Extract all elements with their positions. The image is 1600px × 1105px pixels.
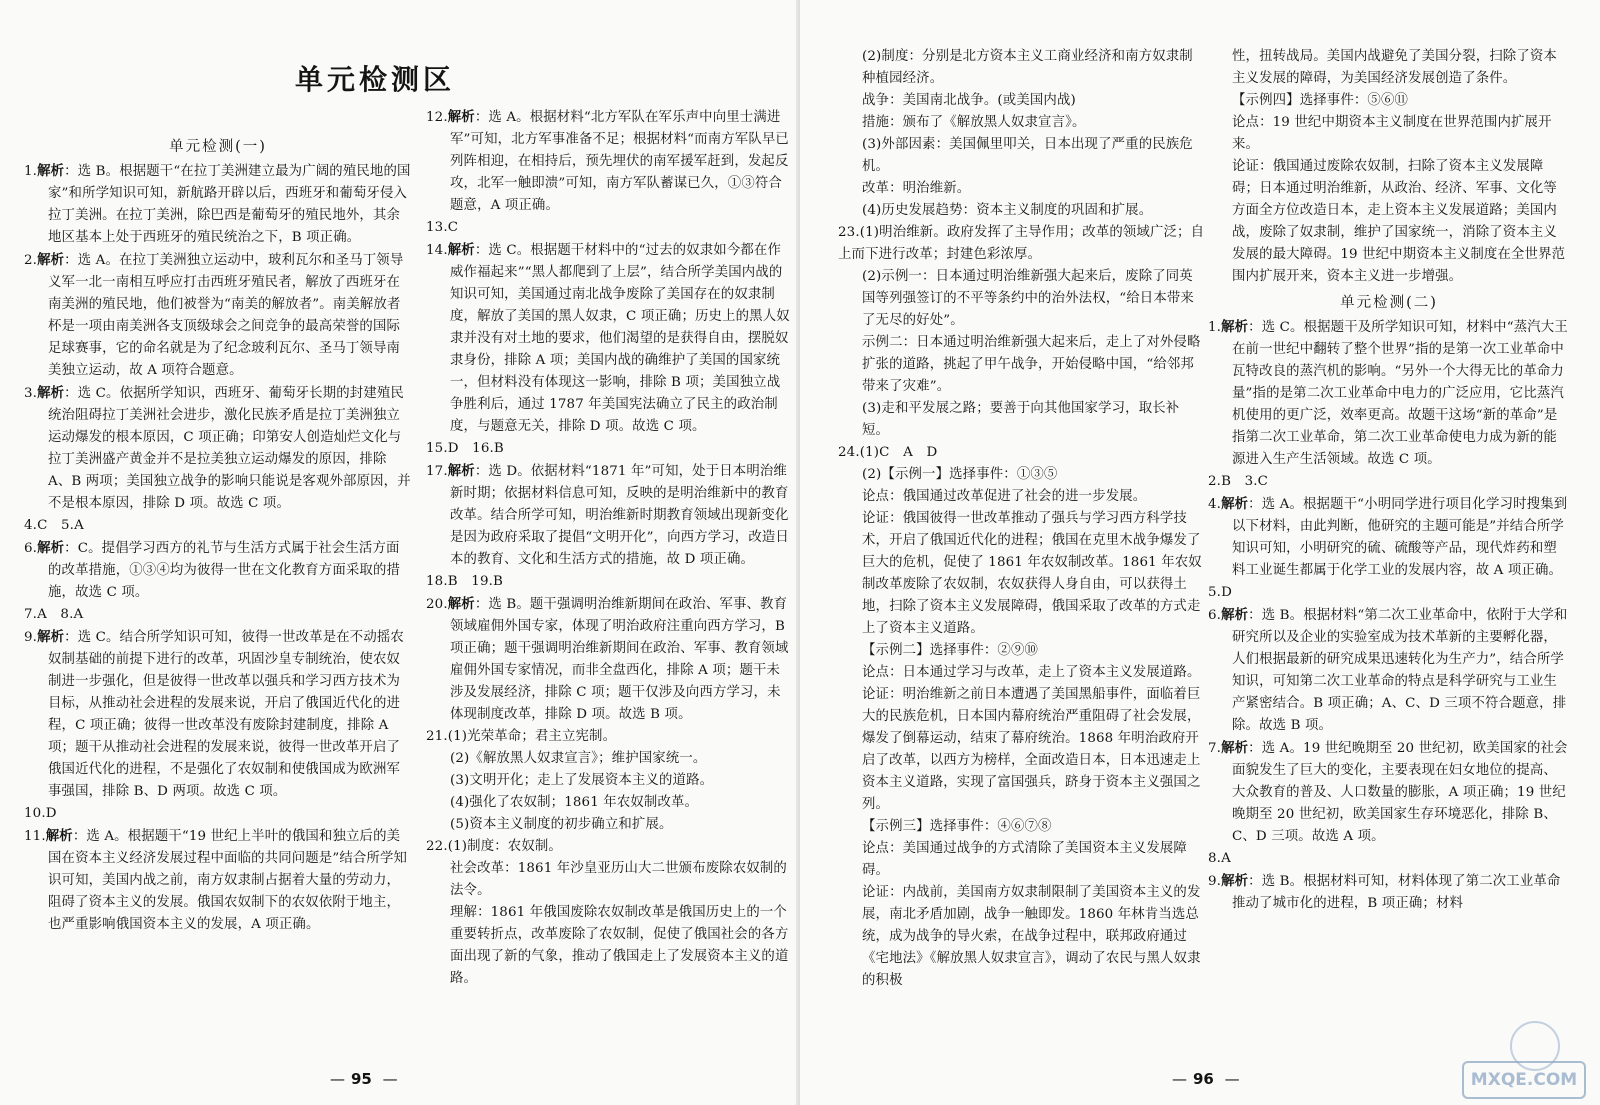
analysis-label: 解析 — [37, 385, 65, 401]
answer-subline: 论点：19 世纪中期资本主义制度在世界范围内扩展开来。 — [1232, 115, 1552, 152]
question-number: 1. — [24, 164, 38, 179]
page-title: 单元检测区 — [294, 63, 455, 96]
analysis-label: 解析 — [1221, 740, 1249, 756]
answer-subline: (3)文明开化；走上了发展资本主义的道路。 — [450, 773, 714, 788]
answer-subline: 理解：1861 年俄国废除农奴制改革是俄国历史上的一个重要转折点，改革废除了农奴制，促使了俄国社会的各方面出现了新的气象，推动了俄国走上了发展资本主义的道路。 — [450, 905, 789, 986]
answer-item — [24, 160, 412, 249]
answer-item — [24, 825, 412, 936]
section-heading-unit-1: 单元检测(一) — [169, 139, 267, 155]
answer-subline: 措施：颁布了《解放黑人奴隶宣言》。 — [862, 115, 1086, 130]
answer-item — [24, 537, 412, 604]
analysis-label: 解析 — [37, 163, 65, 179]
analysis-label: 解析 — [1221, 496, 1249, 512]
question-number: 12. — [426, 110, 448, 125]
answer-line: 4.C 5.A — [24, 518, 84, 533]
answer-line: 13.C — [426, 220, 459, 235]
page-number-left: —95 — — [330, 1070, 404, 1088]
answer-subline: 社会改革：1861 年沙皇亚历山大二世颁布废除农奴制的法令。 — [450, 861, 787, 898]
answer-text: ：选 B。根据题干“在拉丁美洲建立最为广阔的殖民地的国家”和所学知识可知，新航路开辟以后，西班牙和葡萄牙侵入拉丁美洲。在拉丁美洲，除巴西是葡萄牙的殖民地外，其余地区基本上处于西班牙的殖民统治之下，B 项正确。 — [48, 164, 411, 245]
answer-text: ：选 C。结合所学知识可知，彼得一世改革是在不动摇农奴制基础的前提下进行的改革，巩固沙皇专制统治，使农奴制进一步强化，但是彼得一世改革以强兵和学习西方技术为目标，从推动社会进程的发展来说，开启了俄国近代化的进程，C 项正确；彼得一世改革没有废除封建制度，排除 A 项；题干从推动社会进程的发展来说，彼得一世改革开启了俄国近代化的进程，不是强化了农奴制和使俄国成为欧洲军事强国，排除 B、D 两项。故选 C 项。 — [48, 630, 404, 799]
answer-text: ：选 A。根据题干“19 世纪上半叶的俄国和独立后的美国在资本主义经济发展过程中面临的共同问题是”结合所学知识可知，美国内战之前，南方奴隶制占据着大量的劳动力，阻碍了资本主义的发展。俄国农奴制下的农奴依附于地主，也严重影响俄国资本主义的发展，A 项正确。 — [48, 829, 408, 932]
question-number: 20. — [426, 597, 448, 612]
answer-item — [426, 106, 790, 217]
answer-subline: (5)资本主义制度的初步确立和扩展。 — [450, 817, 673, 832]
left-column-2 — [426, 106, 790, 990]
answer-subline: (2)【示例一】选择事件：①③⑤ — [862, 467, 1058, 482]
answer-line: 24.(1)C A D — [838, 445, 938, 460]
answer-subline: 【示例三】选择事件：④⑥⑦⑧ — [862, 819, 1052, 834]
question-number: 6. — [24, 541, 38, 556]
question-number: 11. — [24, 829, 46, 844]
answer-item — [1208, 493, 1570, 582]
analysis-label: 解析 — [37, 629, 65, 645]
answer-item — [1208, 604, 1570, 737]
answer-text: ：C。提倡学习西方的礼节与生活方式属于社会生活方面的改革措施，①③④均为彼得一世在文化教育方面采取的措施，故选 C 项。 — [48, 541, 401, 600]
answer-subline: 示例二：日本通过明治维新强大起来后，走上了对外侵略扩张的道路，挑起了甲午战争，开始侵略中国，“给邻邦带来了灾难”。 — [862, 335, 1201, 394]
answer-text: ：选 D。依据材料“1871 年”可知，处于日本明治维新时期；依据材料信息可知，反映的是明治维新中的教育改革。结合所学可知，明治维新时期教育领域出现新变化是因为政府采取了提倡“文明开化”，向西方学习，改造日本的教育、文化和生活方式的措施，故 D 项正确。 — [450, 464, 789, 567]
answer-text: ：选 A。在拉丁美洲独立运动中，玻利瓦尔和圣马丁领导义军一北一南相互呼应打击西班牙殖民者，解放了西班牙在南美洲的殖民地，他们被誉为“南美的解放者”。南美解放者杯是一项由南美洲各支顶级球会之间竞争的最高荣誉的国际足球赛事，它的命名就是为了纪念玻利瓦尔、圣马丁领导南美独立运动，故 A 项符合题意。 — [48, 253, 404, 378]
question-number: 14. — [426, 243, 448, 258]
answer-line: 2.B 3.C — [1208, 474, 1269, 489]
question-number: 6. — [1208, 608, 1222, 623]
analysis-label: 解析 — [447, 596, 475, 612]
answer-subline: 论点：日本通过学习与改革，走上了资本主义发展道路。 — [862, 665, 1201, 680]
answer-item — [24, 249, 412, 382]
analysis-label: 解析 — [1221, 319, 1249, 335]
answer-text: ：选 C。依据所学知识，西班牙、葡萄牙长期的封建殖民统治阻碍拉丁美洲社会进步，激化民族矛盾是拉丁美洲独立运动爆发的根本原因，C 项正确；印第安人创造灿烂文化与拉丁美洲盛产黄金并不是拉美独立运动爆发的原因，排除 A、B 两项；美国独立战争的影响只能说是客观外部原因，并不是根本原因，排除 D 项。故选 C 项。 — [48, 386, 411, 511]
answer-item — [24, 382, 412, 515]
left-column-1 — [24, 132, 412, 936]
answer-subline: (4)历史发展趋势：资本主义制度的巩固和扩展。 — [862, 203, 1153, 218]
analysis-label: 解析 — [447, 463, 475, 479]
answer-line: 5.D — [1208, 585, 1232, 600]
question-number: 7. — [1208, 741, 1222, 756]
answer-subline: (2)《解放黑人奴隶宣言》；维护国家统一。 — [450, 751, 707, 766]
right-column-1 — [838, 46, 1206, 992]
answer-text: ：选 C。根据题干材料中的“过去的奴隶如今都在作威作福起来”“黑人都爬到了上层”，结合所学美国内战的知识可知，美国通过南北战争废除了美国存在的奴隶制度，解放了美国的黑人奴隶，C 项正确；历史上的黑人奴隶并没有对土地的要求，他们渴望的是获得自由，摆脱奴隶身份，排除 A 项；美国内战的确维护了美国的国家统一，但材料没有体现这一影响，排除 B 项；美国独立战争胜利后，通过 1787 年美国宪法确立了民主的政治制度，与题意无关，排除 D 项。故选 C 项。 — [450, 243, 790, 434]
answer-text: ：选 A。19 世纪晚期至 20 世纪初，欧美国家的社会面貌发生了巨大的变化，主要表现在妇女地位的提高、大众教育的普及、人口数量的膨胀，A 项正确；19 世纪晚期至 20 世纪初，欧美国家生存环境恶化，排除 B、C、D 三项。故选 A 项。 — [1232, 741, 1568, 844]
answer-subline: 改革：明治维新。 — [862, 181, 971, 196]
question-number: 9. — [24, 630, 38, 645]
answer-subline: 论证：俄国彼得一世改革推动了强兵与学习西方科学技术，开启了俄国近代化的进程；俄国在克里木战争爆发了巨大的危机，促使了 1861 年农奴制改革。1861 年农奴制改革废除了农奴制，农奴获得人身自由，可以获得土地，扫除了资本主义发展障碍，俄国采取了改革的方式走上了资本主义道路。 — [862, 511, 1202, 636]
answer-line: 10.D — [24, 806, 57, 821]
answer-subline: 性，扭转战局。美国内战避免了美国分裂，扫除了资本主义发展的障碍，为美国经济发展创造了条件。 — [1232, 49, 1557, 86]
page-number-right: —96 — — [1172, 1070, 1246, 1088]
analysis-label: 解析 — [37, 540, 65, 556]
answer-line: 18.B 19.B — [426, 574, 504, 589]
answer-subline: 战争：美国南北战争。(或美国内战) — [862, 93, 1076, 108]
analysis-label: 解析 — [45, 828, 73, 844]
analysis-label: 解析 — [447, 242, 475, 258]
question-number: 1. — [1208, 320, 1222, 335]
answer-subline: 论点：美国通过战争的方式清除了美国资本主义发展障碍。 — [862, 841, 1187, 878]
answer-line: 7.A 8.A — [24, 607, 84, 622]
answer-text: ：选 B。根据材料“第二次工业革命中，依附于大学和研究所以及企业的实验室成为技术革新的主要孵化器，人们根据最新的研究成果迅速转化为生产力”，结合所学知识，可知第二次工业革命的特点是科学研究与工业生产紧密结合。B 项正确；A、C、D 三项不符合题意，排除。故选 B 项。 — [1232, 608, 1568, 733]
answer-item — [1208, 870, 1570, 915]
section-heading: 单元检测(二) — [1340, 295, 1438, 311]
answer-item — [426, 593, 790, 726]
question-number: 4. — [1208, 497, 1222, 512]
question-number: 2. — [24, 253, 38, 268]
answer-item — [426, 239, 790, 438]
answer-subline: (2)示例一：日本通过明治维新强大起来后，废除了同英国等列强签订的不平等条约中的治外法权，“给日本带来了无尽的好处”。 — [862, 269, 1194, 328]
analysis-label: 解析 — [447, 109, 475, 125]
answer-item — [426, 460, 790, 571]
answer-subline: 论证：内战前，美国南方奴隶制限制了美国资本主义的发展，南北矛盾加剧，战争一触即发。1860 年林肯当选总统，成为战争的导火索，在战争过程中，联邦政府通过《宅地法》《解放黑人奴隶宣言》，调动了农民与黑人奴隶的积极 — [862, 885, 1201, 988]
answer-subline: 【示例四】选择事件：⑤⑥⑪ — [1232, 93, 1409, 108]
answer-subline: (3)走和平发展之路；要善于向其他国家学习，取长补短。 — [862, 401, 1180, 438]
answer-subline: 论证：俄国通过废除农奴制，扫除了资本主义发展障碍；日本通过明治维新，从政治、经济、军事、文化等方面全方位改造日本，走上资本主义发展道路；美国内战，废除了奴隶制，维护了国家统一，消除了资本主义发展的最大障碍。19 世纪中期资本主义制度在全世界范围内扩展开来，资本主义进一步增强。 — [1232, 159, 1566, 284]
answer-line: 22.(1)制度：农奴制。 — [426, 839, 562, 854]
answer-text: ：选 A。根据题干“小明同学进行项目化学习时搜集到以下材料，由此判断，他研究的主题可能是”并结合所学知识可知，小明研究的硫、硫酸等产品，现代炸药和塑料工业诞生都属于化学工业的发展内容，故 A 项正确。 — [1232, 497, 1568, 578]
analysis-label: 解析 — [1221, 607, 1249, 623]
answer-subline: 论证：明治维新之前日本遭遇了美国黑船事件，面临着巨大的民族危机，日本国内幕府统治严重阻碍了社会发展，爆发了倒幕运动，结束了幕府统治。1868 年明治政府开启了改革，以西方为榜样，全面改造日本，日本迅速走上资本主义道路，实现了富国强兵，跻身于资本主义强国之列。 — [862, 687, 1201, 812]
question-number: 17. — [426, 464, 448, 479]
answer-line: 15.D 16.B — [426, 441, 504, 456]
watermark-logo: MXQE.COM — [1462, 1061, 1586, 1099]
answer-item — [24, 626, 412, 803]
answer-subline: (3)外部因素：美国佩里叩关，日本出现了严重的民族危机。 — [862, 137, 1193, 174]
answer-line: 8.A — [1208, 851, 1231, 866]
answer-subline: 论点：俄国通过改革促进了社会的进一步发展。 — [862, 489, 1147, 504]
question-number: 9. — [1208, 874, 1222, 889]
answer-text: ：选 B。题干强调明治维新期间在政治、军事、教育领域雇佣外国专家，体现了明治政府注重向西方学习，B 项正确；题干强调明治维新期间在政治、军事、教育领域雇佣外国专家情况，而非全盘西化，排除 A 项；题干未涉及发展经济，排除 C 项；题干仅涉及向西方学习，未体现制度改革，排除 D 项。故选 B 项。 — [450, 597, 789, 722]
answer-subline: 【示例二】选择事件：②⑨⑩ — [862, 643, 1039, 658]
answer-item — [1208, 737, 1570, 848]
answer-text: ：选 B。根据材料可知，材料体现了第二次工业革命推动了城市化的进程，B 项正确；材料 — [1232, 874, 1561, 911]
answer-line: 23.(1)明治维新。政府发挥了主导作用；改革的领域广泛；自上而下进行改革；封建色彩浓厚。 — [838, 225, 1205, 262]
right-page — [800, 0, 1600, 1105]
answer-line: 21.(1)光荣革命；君主立宪制。 — [426, 729, 617, 744]
analysis-label: 解析 — [37, 252, 65, 268]
right-column-2 — [1208, 46, 1570, 915]
answer-text: ：选 A。根据材料“北方军队在军乐声中向里士满进军”可知，北方军事准备不足；根据材料“而南方军队早已列阵相迎，在相持后，预先埋伏的南军援军赶到，发起反攻，北军一触即溃”可知，南方军队蓄谋已久，①③符合题意，A 项正确。 — [450, 110, 789, 213]
answer-text: ：选 C。根据题干及所学知识可知，材料中“蒸汽大王在前一世纪中翻转了整个世界”指的是第一次工业革命中瓦特改良的蒸汽机的影响。“另外一个大得无比的革命力量”指的是第二次工业革命中电力的广泛应用，它比蒸汽机使用的更广泛，效率更高。故题干这场“新的革命”是指第二次工业革命，第二次工业革命使电力成为新的能源进入生产生活领域。故选 C 项。 — [1232, 320, 1568, 467]
answer-item — [1208, 316, 1570, 471]
analysis-label: 解析 — [1221, 873, 1249, 889]
question-number: 3. — [24, 386, 38, 401]
answer-subline: (2)制度：分别是北方资本主义工商业经济和南方奴隶制种植园经济。 — [862, 49, 1193, 86]
answer-subline: (4)强化了农奴制；1861 年农奴制改革。 — [450, 795, 699, 810]
